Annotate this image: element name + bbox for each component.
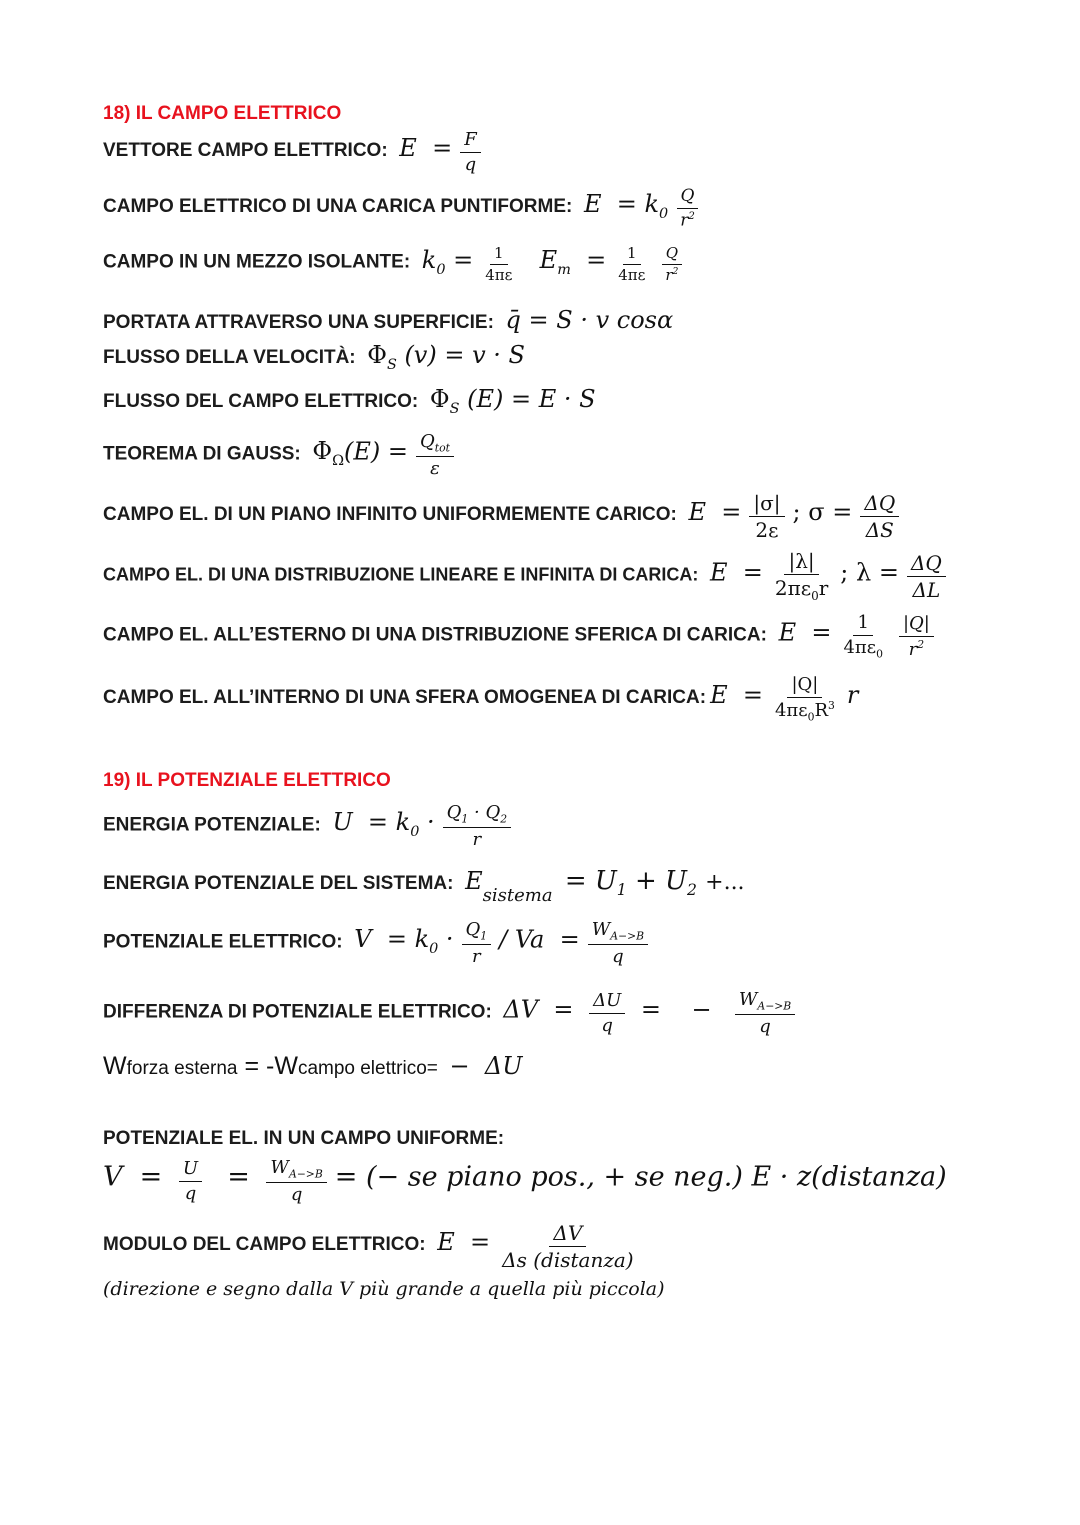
formula-distribuzione-lineare: CAMPO EL. DI UNA DISTRIBUZIONE LINEARE E INFINITA DI CARICA: E = $\frac{|\lambda|}{2\pi\varepsilon_0r}$ ; λ = $\frac{\Delta Q}{\Delta L}$	[103, 550, 950, 603]
formula-text: campo elettrico	[297, 1058, 427, 1079]
formula-rhs: (v) = v · S	[404, 341, 525, 369]
formula-tail: +...	[705, 870, 745, 895]
formula-label: CAMPO IN UN MEZZO ISOLANTE:	[103, 251, 411, 273]
section-title-18: 18) IL CAMPO ELETTRICO	[103, 103, 342, 124]
formula-modulo-campo: MODULO DEL CAMPO ELETTRICO: E = $\frac{\Delta V}{\text{Δs (distanza)}}$	[103, 1222, 642, 1271]
formula-label: ENERGIA POTENZIALE DEL SISTEMA:	[103, 873, 454, 894]
formula-potenziale-uniforme: V = $\frac{U}{q}$ = $\frac{W_{A->B}}{q}$ = (− se piano pos., + se neg.) E · z(distanza)	[103, 1157, 947, 1206]
formula-gauss: TEOREMA DI GAUSS: $\Phi_\Omega(E)$ = $\frac{Q_{tot}}{\varepsilon}$	[103, 432, 458, 479]
formula-label: VETTORE CAMPO ELETTRICO:	[103, 139, 388, 161]
formula-text: forza esterna	[126, 1058, 238, 1079]
formula-label: DIFFERENZA DI POTENZIALE ELETTRICO:	[103, 1001, 492, 1023]
formula-esterno-sfera: CAMPO EL. ALL’ESTERNO DI UNA DISTRIBUZIONE SFERICA DI CARICA: E = $\frac{1}{4\pi\varepsilon_0}$ $\frac{|Q|}{r^2}$	[103, 613, 938, 660]
formula-label: CAMPO EL. DI UN PIANO INFINITO UNIFORMEMENTE CARICO:	[103, 504, 677, 526]
formula-flusso-campo: FLUSSO DEL CAMPO ELETTRICO: $\Phi_S$ (E) = E · S	[103, 385, 596, 417]
formula-uniforme-label	[103, 1128, 504, 1150]
formula-vettore-campo: VETTORE CAMPO ELETTRICO: E = $\frac{F}{q}$	[103, 130, 485, 175]
formula-energia-sistema: ENERGIA POTENZIALE DEL SISTEMA: Esistema = $U_1 + U_2$ +...	[103, 866, 745, 906]
formula-label: FLUSSO DELLA VELOCITÀ:	[103, 347, 356, 368]
formula-flusso-velocita: FLUSSO DELLA VELOCITÀ: $\Phi_S$ (v) = v · S	[103, 341, 525, 373]
formula-den: Δs (distanza)	[502, 1248, 634, 1272]
formula-label: CAMPO ELETTRICO DI UNA CARICA PUNTIFORME:	[103, 196, 573, 218]
section-title-19: 19) IL POTENZIALE ELETTRICO	[103, 770, 391, 791]
formula-label: CAMPO EL. DI UNA DISTRIBUZIONE LINEARE E INFINITA DI CARICA:	[103, 564, 699, 585]
formula-differenza-potenziale: DIFFERENZA DI POTENZIALE ELETTRICO: ΔV = $\frac{\Delta U}{q}$ = − $\frac{W_{A->B}}{q}$	[103, 990, 799, 1037]
formula-rhs: = S · v cosα	[528, 306, 674, 334]
note-direzione: (direzione e segno dalla V più grande a quella più piccola)	[103, 1278, 665, 1300]
formula-label: MODULO DEL CAMPO ELETTRICO:	[103, 1234, 426, 1256]
formula-portata: PORTATA ATTRAVERSO UNA SUPERFICIE: q̄ = S · v cosα	[103, 306, 674, 334]
formula-label: FLUSSO DEL CAMPO ELETTRICO:	[103, 391, 419, 412]
formula-mezzo-isolante: CAMPO IN UN MEZZO ISOLANTE: $k_0$ = $\frac{1}{4\pi\varepsilon}$ $E_m$ = $\frac{1}{4\pi\varepsilon}$ $\frac{Q}{r^2}$	[103, 245, 686, 283]
formula-label: ENERGIA POTENZIALE:	[103, 814, 321, 836]
formula-label: CAMPO EL. ALL’INTERNO DI UNA SFERA OMOGENEA DI CARICA:	[103, 686, 707, 708]
formula-label: PORTATA ATTRAVERSO UNA SUPERFICIE:	[103, 312, 494, 333]
formula-label: POTENZIALE EL. IN UN CAMPO UNIFORME:	[103, 1128, 505, 1149]
formula-lavoro: Wforza esterna = -Wcampo elettrico= − ΔU	[103, 1052, 523, 1080]
formula-potenziale-elettrico: POTENZIALE ELETTRICO: $V = k_0$ · $\frac{Q_1}{r}$ / Va = $\frac{W_{A->B}}{q}$	[103, 920, 652, 967]
formula-label: TEOREMA DI GAUSS:	[103, 443, 301, 465]
formula-label: CAMPO EL. ALL’ESTERNO DI UNA DISTRIBUZIONE SFERICA DI CARICA:	[103, 624, 767, 646]
formula-rhs: (E) = E · S	[467, 385, 596, 413]
formula-rhs: = (− se piano pos., + se neg.) E · z(distanza)	[334, 1161, 947, 1193]
formula-sub: sistema	[482, 885, 553, 906]
formula-carica-puntiforme: CAMPO ELETTRICO DI UNA CARICA PUNTIFORME: $E = k_0$ $\frac{Q}{r^2}$	[103, 187, 703, 230]
formula-w: = -W	[237, 1052, 298, 1080]
formula-energia-potenziale: ENERGIA POTENZIALE: $U = k_0$ · $\frac{Q_1 \cdot Q_2}{r}$	[103, 803, 515, 850]
formula-interno-sfera: CAMPO EL. ALL’INTERNO DI UNA SFERA OMOGENEA DI CARICA: E = $\frac{|Q|}{4\pi\varepsilon_0R^3}$ r	[103, 674, 859, 724]
formula-w: W	[103, 1052, 127, 1080]
formula-label: POTENZIALE ELETTRICO:	[103, 931, 343, 953]
formula-piano-infinito: CAMPO EL. DI UN PIANO INFINITO UNIFORMEMENTE CARICO: E = $\frac{|\sigma|}{2\varepsilon}$ ; σ = $\frac{\Delta Q}{\Delta S}$	[103, 492, 903, 541]
formula-text: =	[426, 1058, 438, 1079]
